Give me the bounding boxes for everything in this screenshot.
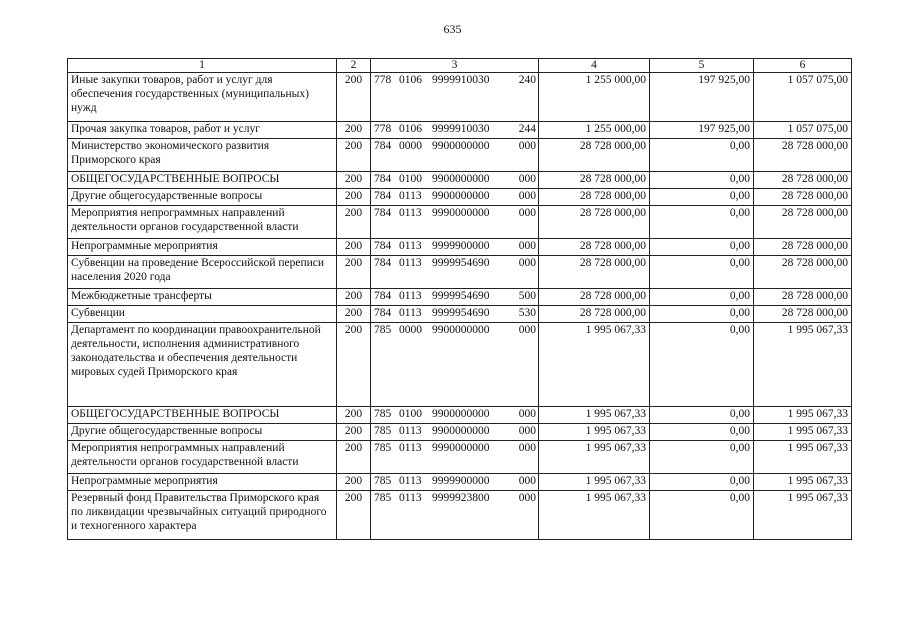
row-col2: 200 <box>337 172 371 189</box>
row-amount-4: 28 728 000,00 <box>539 239 650 256</box>
row-amount-4: 28 728 000,00 <box>539 306 650 323</box>
row-name: Министерство экономического развития Приморского края <box>68 139 337 172</box>
expense-type-code: 000 <box>518 442 536 454</box>
table-header-row <box>68 59 852 73</box>
column-header-2: 2 <box>337 59 371 73</box>
table-row <box>68 139 852 172</box>
target-code: 9990000000 <box>432 207 490 219</box>
column-header-1: 1 <box>68 59 337 73</box>
row-amount-4: 28 728 000,00 <box>539 289 650 306</box>
section-code: 0106 <box>399 123 422 135</box>
target-code: 9999954690 <box>432 290 490 302</box>
row-amount-6: 1 995 067,33 <box>754 407 852 424</box>
row-name: Другие общегосударственные вопросы <box>68 189 337 206</box>
section-code: 0113 <box>399 307 422 319</box>
admin-code: 785 <box>374 475 392 487</box>
row-amount-5: 0,00 <box>650 407 754 424</box>
admin-code: 784 <box>374 257 392 269</box>
table-row <box>68 491 852 540</box>
row-name: Непрограммные мероприятия <box>68 239 337 256</box>
admin-code: 784 <box>374 190 392 202</box>
row-amount-6: 28 728 000,00 <box>754 289 852 306</box>
row-budget-code <box>371 306 539 323</box>
page-number: 635 <box>443 22 462 36</box>
row-amount-6: 28 728 000,00 <box>754 206 852 239</box>
row-col2: 200 <box>337 189 371 206</box>
admin-code: 785 <box>374 408 392 420</box>
row-amount-5: 0,00 <box>650 441 754 474</box>
row-amount-5: 0,00 <box>650 239 754 256</box>
column-header-5: 5 <box>650 59 754 73</box>
row-amount-4: 1 995 067,33 <box>539 474 650 491</box>
admin-code: 784 <box>374 140 392 152</box>
row-amount-4: 28 728 000,00 <box>539 189 650 206</box>
target-code: 9900000000 <box>432 173 490 185</box>
expense-type-code: 244 <box>518 123 536 135</box>
section-code: 0000 <box>399 140 422 152</box>
row-budget-code <box>371 424 539 441</box>
table-row <box>68 306 852 323</box>
row-name: Межбюджетные трансферты <box>68 289 337 306</box>
section-code: 0106 <box>399 74 422 86</box>
admin-code: 784 <box>374 240 392 252</box>
row-budget-code <box>371 323 539 407</box>
section-code: 0100 <box>399 408 422 420</box>
expense-type-code: 240 <box>518 74 536 86</box>
expense-type-code: 000 <box>518 324 536 336</box>
table-row <box>68 239 852 256</box>
row-amount-5: 0,00 <box>650 172 754 189</box>
expense-type-code: 530 <box>518 307 536 319</box>
row-amount-5: 197 925,00 <box>650 73 754 122</box>
budget-table <box>67 58 852 540</box>
admin-code: 785 <box>374 324 392 336</box>
row-amount-5: 0,00 <box>650 256 754 289</box>
column-header-4: 4 <box>539 59 650 73</box>
table-row <box>68 73 852 122</box>
row-amount-4: 1 995 067,33 <box>539 407 650 424</box>
section-code: 0113 <box>399 442 422 454</box>
row-name: ОБЩЕГОСУДАРСТВЕННЫЕ ВОПРОСЫ <box>68 407 337 424</box>
row-col2: 200 <box>337 122 371 139</box>
target-code: 9990000000 <box>432 442 490 454</box>
row-amount-6: 1 995 067,33 <box>754 491 852 540</box>
row-budget-code <box>371 122 539 139</box>
row-name: ОБЩЕГОСУДАРСТВЕННЫЕ ВОПРОСЫ <box>68 172 337 189</box>
row-amount-4: 28 728 000,00 <box>539 206 650 239</box>
row-name: Мероприятия непрограммных направлений деятельности органов государственной власти <box>68 441 337 474</box>
column-header-6: 6 <box>754 59 852 73</box>
row-budget-code <box>371 407 539 424</box>
row-name: Другие общегосударственные вопросы <box>68 424 337 441</box>
table-row <box>68 407 852 424</box>
table-row <box>68 172 852 189</box>
row-amount-6: 28 728 000,00 <box>754 189 852 206</box>
row-col2: 200 <box>337 474 371 491</box>
admin-code: 784 <box>374 207 392 219</box>
target-code: 9999954690 <box>432 257 490 269</box>
row-amount-5: 0,00 <box>650 474 754 491</box>
section-code: 0113 <box>399 290 422 302</box>
row-amount-5: 197 925,00 <box>650 122 754 139</box>
row-amount-4: 1 255 000,00 <box>539 73 650 122</box>
row-budget-code <box>371 491 539 540</box>
expense-type-code: 000 <box>518 240 536 252</box>
table-row <box>68 122 852 139</box>
target-code: 9999954690 <box>432 307 490 319</box>
row-amount-5: 0,00 <box>650 491 754 540</box>
admin-code: 785 <box>374 425 392 437</box>
table-row <box>68 323 852 407</box>
row-col2: 200 <box>337 289 371 306</box>
row-amount-4: 1 995 067,33 <box>539 323 650 407</box>
column-header-3: 3 <box>371 59 539 73</box>
row-amount-6: 28 728 000,00 <box>754 256 852 289</box>
row-amount-4: 1 995 067,33 <box>539 491 650 540</box>
row-amount-4: 1 255 000,00 <box>539 122 650 139</box>
target-code: 9900000000 <box>432 408 490 420</box>
table-row <box>68 424 852 441</box>
row-amount-5: 0,00 <box>650 289 754 306</box>
target-code: 9900000000 <box>432 324 490 336</box>
row-budget-code <box>371 73 539 122</box>
row-name: Непрограммные мероприятия <box>68 474 337 491</box>
admin-code: 784 <box>374 307 392 319</box>
row-col2: 200 <box>337 239 371 256</box>
row-name: Субвенции на проведение Всероссийской переписи населения 2020 года <box>68 256 337 289</box>
row-budget-code <box>371 256 539 289</box>
row-amount-6: 1 995 067,33 <box>754 424 852 441</box>
admin-code: 784 <box>374 173 392 185</box>
row-amount-6: 1 995 067,33 <box>754 441 852 474</box>
section-code: 0100 <box>399 173 422 185</box>
row-amount-5: 0,00 <box>650 139 754 172</box>
expense-type-code: 000 <box>518 190 536 202</box>
admin-code: 785 <box>374 492 392 504</box>
row-amount-4: 28 728 000,00 <box>539 256 650 289</box>
section-code: 0113 <box>399 257 422 269</box>
row-amount-5: 0,00 <box>650 189 754 206</box>
row-name: Субвенции <box>68 306 337 323</box>
table-row <box>68 189 852 206</box>
row-amount-4: 1 995 067,33 <box>539 441 650 474</box>
table-row <box>68 206 852 239</box>
section-code: 0113 <box>399 207 422 219</box>
expense-type-code: 000 <box>518 207 536 219</box>
row-amount-5: 0,00 <box>650 323 754 407</box>
expense-type-code: 500 <box>518 290 536 302</box>
row-name: Прочая закупка товаров, работ и услуг <box>68 122 337 139</box>
admin-code: 784 <box>374 290 392 302</box>
section-code: 0113 <box>399 492 422 504</box>
target-code: 9900000000 <box>432 425 490 437</box>
admin-code: 785 <box>374 442 392 454</box>
section-code: 0113 <box>399 425 422 437</box>
target-code: 9900000000 <box>432 190 490 202</box>
target-code: 9999900000 <box>432 475 490 487</box>
row-amount-4: 28 728 000,00 <box>539 139 650 172</box>
row-budget-code <box>371 441 539 474</box>
row-budget-code <box>371 172 539 189</box>
expense-type-code: 000 <box>518 492 536 504</box>
expense-type-code: 000 <box>518 140 536 152</box>
row-amount-6: 28 728 000,00 <box>754 239 852 256</box>
row-amount-6: 1 057 075,00 <box>754 73 852 122</box>
row-budget-code <box>371 239 539 256</box>
row-amount-6: 28 728 000,00 <box>754 172 852 189</box>
row-name: Департамент по координации правоохранительной деятельности, исполнения административного законодательства и обеспечения деятельности мировых судей Приморского края <box>68 323 337 407</box>
expense-type-code: 000 <box>518 173 536 185</box>
target-code: 9999910030 <box>432 74 490 86</box>
row-amount-5: 0,00 <box>650 424 754 441</box>
row-name: Резервный фонд Правительства Приморского края по ликвидации чрезвычайных ситуаций природного и техногенного характера <box>68 491 337 540</box>
row-col2: 200 <box>337 206 371 239</box>
row-name: Мероприятия непрограммных направлений деятельности органов государственной власти <box>68 206 337 239</box>
table-row <box>68 474 852 491</box>
row-budget-code <box>371 189 539 206</box>
section-code: 0113 <box>399 190 422 202</box>
expense-type-code: 000 <box>518 257 536 269</box>
table-row <box>68 256 852 289</box>
row-col2: 200 <box>337 441 371 474</box>
table-row <box>68 441 852 474</box>
target-code: 9900000000 <box>432 140 490 152</box>
row-col2: 200 <box>337 256 371 289</box>
expense-type-code: 000 <box>518 475 536 487</box>
row-budget-code <box>371 139 539 172</box>
row-col2: 200 <box>337 424 371 441</box>
expense-type-code: 000 <box>518 408 536 420</box>
section-code: 0113 <box>399 475 422 487</box>
row-amount-6: 1 057 075,00 <box>754 122 852 139</box>
row-col2: 200 <box>337 73 371 122</box>
row-amount-5: 0,00 <box>650 306 754 323</box>
table-row <box>68 289 852 306</box>
row-amount-6: 28 728 000,00 <box>754 139 852 172</box>
admin-code: 778 <box>374 123 392 135</box>
row-col2: 200 <box>337 306 371 323</box>
row-amount-4: 28 728 000,00 <box>539 172 650 189</box>
target-code: 9999923800 <box>432 492 490 504</box>
row-col2: 200 <box>337 491 371 540</box>
row-amount-5: 0,00 <box>650 206 754 239</box>
row-name: Иные закупки товаров, работ и услуг для обеспечения государственных (муниципальных) нужд <box>68 73 337 122</box>
row-budget-code <box>371 206 539 239</box>
section-code: 0113 <box>399 240 422 252</box>
row-col2: 200 <box>337 323 371 407</box>
row-col2: 200 <box>337 139 371 172</box>
row-budget-code <box>371 289 539 306</box>
row-col2: 200 <box>337 407 371 424</box>
expense-type-code: 000 <box>518 425 536 437</box>
row-budget-code <box>371 474 539 491</box>
section-code: 0000 <box>399 324 422 336</box>
row-amount-6: 1 995 067,33 <box>754 474 852 491</box>
admin-code: 778 <box>374 74 392 86</box>
target-code: 9999910030 <box>432 123 490 135</box>
row-amount-4: 1 995 067,33 <box>539 424 650 441</box>
target-code: 9999900000 <box>432 240 490 252</box>
row-amount-6: 1 995 067,33 <box>754 323 852 407</box>
row-amount-6: 28 728 000,00 <box>754 306 852 323</box>
